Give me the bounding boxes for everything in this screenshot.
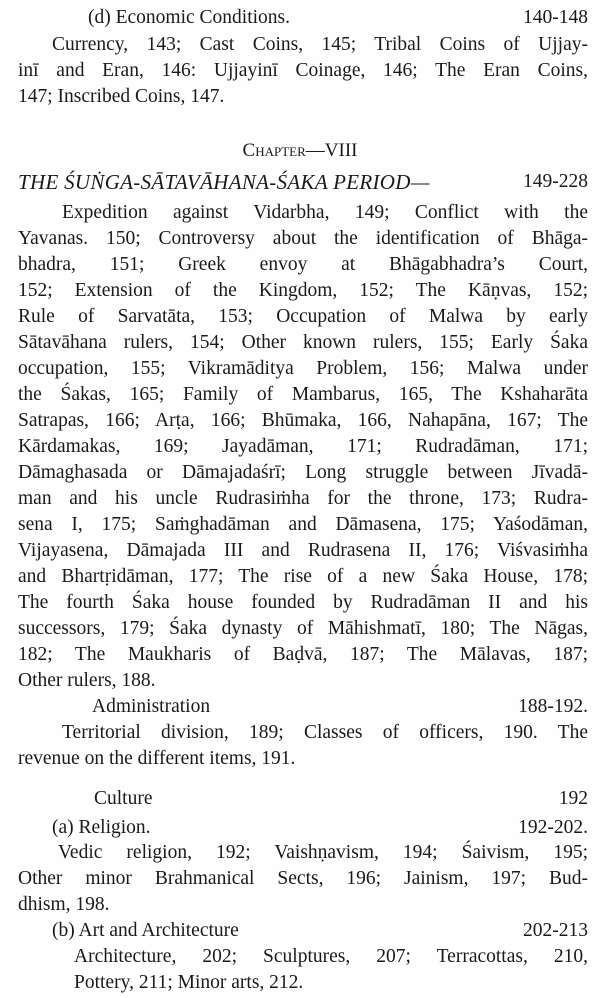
text-line: Territorial division, 189; Classes of officers, 190. The <box>62 722 588 743</box>
chapter-number: VIII <box>324 140 358 161</box>
chapter-title-pages: 149-228 <box>523 171 588 192</box>
art-label: (b) Art and Architecture <box>52 920 239 941</box>
chapter-title-text: THE ŚUṄGA-SĀTAVĀHANA-ŚAKA PERIOD— <box>18 170 430 194</box>
text-line: dhism, 198. <box>18 894 110 915</box>
text-line: successors, 179; Śaka dynasty of Māhishmatī, 180; The Nāgas, <box>18 618 588 639</box>
section-d-label: (d) Economic Conditions. <box>88 7 291 28</box>
culture-pages: 192 <box>558 788 588 809</box>
text-line: Yavanas. 150; Controversy about the identification of Bhāga- <box>18 228 588 249</box>
text-line: 147; Inscribed Coins, 147. <box>18 86 225 107</box>
chapter-heading <box>0 138 600 164</box>
text-line: Currency, 143; Cast Coins, 145; Tribal Coins of Ujjay- <box>52 34 588 55</box>
administration-label: Administration <box>92 696 211 717</box>
culture-label: Culture <box>94 788 153 809</box>
text-line: Pottery, 211; Minor arts, 212. <box>74 972 304 993</box>
text-line: inī and Eran, 146: Ujjayinī Coinage, 146; The Eran Coins, <box>18 60 588 81</box>
administration-pages: 188-192. <box>518 696 588 717</box>
text-line: occupation, 155; Vikramāditya Problem, 156; Malwa under <box>18 358 588 379</box>
text-line: Architecture, 202; Sculptures, 207; Terracottas, 210, <box>74 946 588 967</box>
text-line: The fourth Śaka house founded by Rudradāman II and his <box>18 592 588 613</box>
art-pages: 202-213 <box>523 920 588 941</box>
text-line: Other minor Brahmanical Sects, 196; Jainism, 197; Bud- <box>18 868 588 889</box>
text-line: Satrapas, 166; Arṭa, 166; Bhūmaka, 166, Nahapāna, 167; The <box>18 410 588 431</box>
chapter-dash: — <box>305 140 325 161</box>
religion-pages: 192-202. <box>518 817 588 838</box>
text-line: Vijayasena, Dāmajada III and Rudrasena II, 176; Viśvasiṁha <box>18 540 588 561</box>
text-line: Rule of Sarvatāta, 153; Occupation of Malwa by early <box>18 306 588 327</box>
text-line: revenue on the different items, 191. <box>18 748 296 769</box>
text-line: the Śakas, 165; Family of Mambarus, 165, The Kshaharāta <box>18 384 588 405</box>
text-line: 152; Extension of the Kingdom, 152; The Kāṇvas, 152; <box>18 280 588 301</box>
section-d-pages: 140-148 <box>523 7 588 28</box>
text-line: and Bhartṛidāman, 177; The rise of a new Śaka House, 178; <box>18 566 588 587</box>
text-line: sena I, 175; Saṁghadāman and Dāmasena, 175; Yaśodāman, <box>18 514 588 535</box>
religion-label: (a) Religion. <box>52 817 151 838</box>
chapter-label: Chapter <box>242 140 306 161</box>
text-line: Vedic religion, 192; Vaishṇavism, 194; Śaivism, 195; <box>58 842 588 863</box>
text-line: Kārdamakas, 169; Jayadāman, 171; Rudradāman, 171; <box>18 436 588 457</box>
text-line: 182; The Maukharis of Baḍvā, 187; The Mālavas, 187; <box>18 644 588 665</box>
text-line: Expedition against Vidarbha, 149; Conflict with the <box>62 202 588 223</box>
text-line: Sātavāhana rulers, 154; Other known rulers, 155; Early Śaka <box>18 332 588 353</box>
text-line: bhadra, 151; Greek envoy at Bhāgabhadra’s Court, <box>18 254 588 275</box>
text-line: Dāmaghasada or Dāmajadaśrī; Long struggle between Jīvadā- <box>18 462 588 483</box>
text-line: man and his uncle Rudrasiṁha for the throne, 173; Rudra- <box>18 488 588 509</box>
text-line: Other rulers, 188. <box>18 670 156 691</box>
